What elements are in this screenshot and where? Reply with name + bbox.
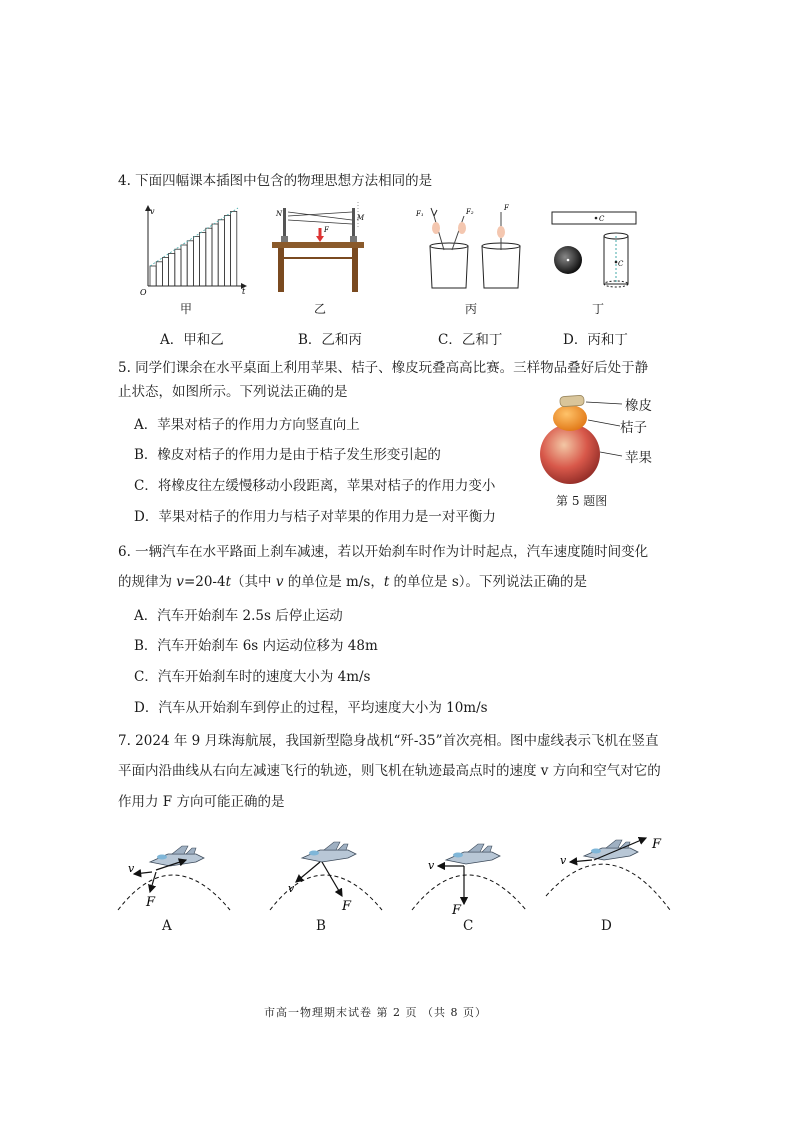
step-rect: [150, 266, 156, 286]
N-label: N: [276, 210, 283, 218]
caption-ding: 丁: [592, 302, 605, 316]
C-label-bar: C: [599, 215, 605, 223]
F-label-bing: F: [504, 204, 509, 212]
step-rect: [200, 232, 206, 286]
step-rect: [206, 228, 212, 286]
q5-option-b: B．橡皮对桔子的作用力是由于桔子发生形变引起的: [134, 447, 441, 463]
q5-option-d: D．苹果对桔子的作用力与桔子对苹果的作用力是一对平衡力: [134, 509, 496, 525]
q7-stem-line1: 7. 2024 年 9 月珠海航展，我国新型隐身战机“歼-35”首次亮相。图中虚线表示飞机在竖直: [118, 733, 659, 749]
q7-stem-line2: 平面内沿曲线从右向左减速飞行的轨迹，则飞机在轨迹最高点时的速度 v 方向和空气对它的: [118, 763, 661, 779]
page-footer: 市高一物理期末试卷 第 2 页 （共 8 页）: [264, 1006, 487, 1019]
F2-label: F₂: [466, 208, 474, 216]
figure-bing-force-cups: [412, 202, 528, 292]
caption-jia: 甲: [180, 302, 193, 316]
step-rect: [162, 258, 168, 286]
q5-option-a: A．苹果对桔子的作用力方向竖直向上: [134, 417, 360, 433]
q7c-v-label: v: [428, 859, 435, 872]
step-rect: [175, 249, 181, 286]
q7a-F-label: F: [146, 895, 156, 910]
q5-label-eraser: 橡皮: [625, 398, 652, 414]
step-rect: [224, 216, 230, 286]
step-rect: [212, 224, 218, 286]
q6-stem-line1: 6. 一辆汽车在水平路面上刹车减速，若以开始刹车时作为计时起点，汽车速度随时间变化: [118, 544, 649, 560]
q7b-F-label: F: [342, 899, 352, 914]
step-rect: [169, 253, 175, 286]
q6-option-b: B．汽车开始刹车 6s 内运动位移为 48m: [134, 638, 378, 654]
figure-jia-vt-graph: [138, 200, 250, 296]
figure-ding-centers: [546, 206, 642, 292]
step-rect: [156, 262, 162, 286]
q7-aircraft-figures: [112, 836, 672, 916]
step-rect: [187, 241, 193, 286]
q4-option-a: A．甲和乙: [160, 332, 224, 348]
q4-option-b: B．乙和丙: [298, 332, 362, 348]
q6-option-c: C．汽车开始刹车时的速度大小为 4m/s: [134, 669, 371, 685]
origin-label: O: [140, 288, 147, 296]
q7d-F-label: F: [652, 837, 662, 852]
q5-label-orange: 桔子: [620, 420, 647, 436]
v-axis-label: v: [150, 207, 155, 216]
q4-stem: 4. 下面四幅课本插图中包含的物理思想方法相同的是: [118, 173, 433, 189]
step-rect: [231, 211, 237, 286]
q7-stem-line3: 作用力 F 方向可能正确的是: [118, 794, 285, 810]
q5-stem-line2: 止状态，如图所示。下列说法正确的是: [118, 384, 348, 400]
q6-option-d: D．汽车从开始刹车到停止的过程，平均速度大小为 10m/s: [134, 700, 488, 716]
q4-option-d: D．丙和丁: [563, 332, 628, 348]
t-axis-label: t: [242, 287, 246, 296]
q7-caption-b: B: [316, 918, 326, 934]
step-rect: [218, 220, 224, 286]
q7-caption-c: C: [463, 918, 474, 934]
q5-stem-line1: 5. 同学们课余在水平桌面上利用苹果、桔子、橡皮玩叠高高比赛。三样物品叠好后处于静: [118, 360, 649, 376]
q7-caption-d: D: [601, 918, 612, 934]
figure-yi-mirror-table: [266, 198, 370, 294]
q4-option-c: C．乙和丁: [438, 332, 503, 348]
q5-label-apple: 苹果: [625, 450, 652, 466]
step-rect: [193, 237, 199, 286]
C-label-cyl: C: [618, 260, 624, 268]
q7a-v-label: v: [128, 862, 135, 875]
M-label: M: [357, 214, 365, 222]
q6-option-a: A．汽车开始刹车 2.5s 后停止运动: [134, 608, 343, 624]
q6-stem-line2: 的规律为 v=20-4t（其中 v 的单位是 m/s，t 的单位是 s）。下列说法正确的是: [118, 574, 588, 590]
step-rect: [181, 245, 187, 286]
q5-figure-caption: 第 5 题图: [556, 494, 608, 508]
q7d-v-label: v: [560, 854, 567, 867]
q7c-F-label: F: [452, 903, 462, 916]
caption-yi: 乙: [314, 302, 327, 316]
F1-label: F₁: [416, 210, 424, 218]
q7-caption-a: A: [162, 918, 172, 934]
F-label: F: [324, 226, 329, 234]
q7b-v-label: v: [288, 882, 295, 895]
q5-option-c: C．将橡皮往左缓慢移动小段距离，苹果对桔子的作用力变小: [134, 478, 496, 494]
caption-bing: 丙: [465, 302, 478, 316]
